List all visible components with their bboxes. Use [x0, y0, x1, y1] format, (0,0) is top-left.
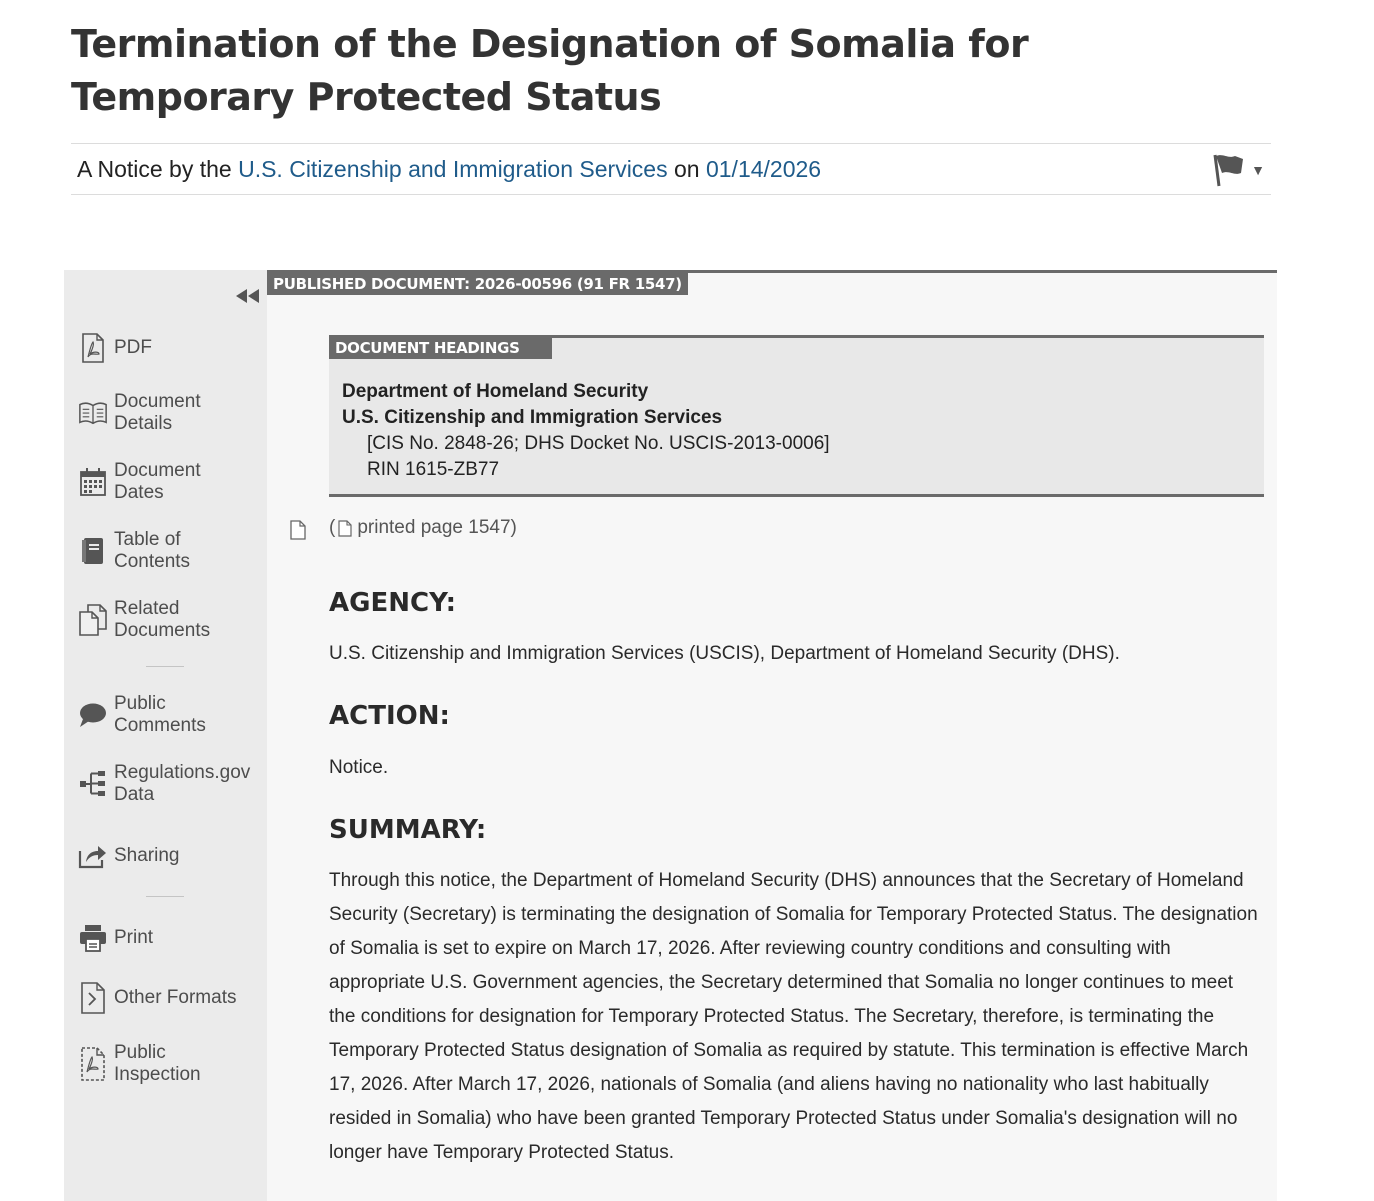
sidebar-item-label: Other Formats: [114, 987, 237, 1008]
printed-page-label: printed page 1547): [357, 517, 517, 538]
sidebar-divider: [146, 666, 184, 667]
sidebar-item-print[interactable]: [78, 922, 266, 954]
sidebar-item-label: Public Comments: [114, 693, 206, 736]
sidebar-item-label: Print: [114, 927, 154, 948]
double-chevron-left-icon: [235, 288, 261, 304]
comment-icon: [78, 699, 108, 731]
agency-link[interactable]: U.S. Citizenship and Immigration Services: [238, 156, 668, 182]
sidebar-item-public-inspection[interactable]: [78, 1042, 266, 1086]
agency-text: U.S. Citizenship and Immigration Services (USCIS), Department of Homeland Security (DHS).: [329, 643, 1120, 664]
other-formats-icon: [78, 982, 108, 1014]
sidebar-item-document-details[interactable]: [78, 391, 266, 435]
sidebar-item-label: Regulations.gov Data: [114, 762, 251, 805]
collapse-sidebar-button[interactable]: [235, 288, 261, 304]
sidebar: [64, 270, 267, 1201]
chevron-down-icon: ▼: [1251, 162, 1265, 178]
sidebar-item-label: PDF: [114, 337, 152, 358]
sidebar-item-table-of-contents[interactable]: [78, 529, 266, 573]
sidebar-item-public-comments[interactable]: [78, 693, 266, 737]
heading-agency: U.S. Citizenship and Immigration Services: [342, 407, 723, 428]
action-text: Notice.: [329, 757, 389, 778]
page-icon[interactable]: [290, 520, 306, 545]
sidebar-item-sharing[interactable]: [78, 840, 266, 872]
document-content: [267, 270, 1277, 1201]
public-inspection-icon: [78, 1048, 108, 1080]
pdf-icon: [78, 332, 108, 364]
heading-department: Department of Homeland Security: [342, 381, 649, 402]
sidebar-item-label: Document Dates: [114, 460, 201, 503]
summary-heading: SUMMARY:: [329, 815, 487, 845]
published-document-tab: PUBLISHED DOCUMENT: 2026-00596 (91 FR 1547): [267, 273, 688, 295]
agency-heading: AGENCY:: [329, 588, 457, 618]
sidebar-item-label: Sharing: [114, 845, 180, 866]
document-headings-tab: DOCUMENT HEADINGS: [329, 338, 552, 359]
share-icon: [78, 840, 108, 872]
toc-icon: [78, 535, 108, 567]
heading-rin: RIN 1615-ZB77: [367, 459, 500, 480]
sidebar-item-label: Related Documents: [114, 598, 211, 641]
printed-page-open: (: [329, 517, 336, 538]
byline-prefix: A Notice by the: [77, 156, 232, 182]
related-documents-icon: [78, 604, 108, 636]
print-icon: [78, 922, 108, 954]
document-headings: [329, 335, 1264, 497]
printed-page-marker[interactable]: [329, 517, 517, 539]
book-icon: [78, 397, 108, 429]
page-icon: [338, 520, 352, 537]
sidebar-item-document-dates[interactable]: [78, 460, 266, 504]
heading-docket: [CIS No. 2848-26; DHS Docket No. USCIS-2013-0006]: [367, 433, 830, 454]
sidebar-item-related-documents[interactable]: [78, 598, 266, 642]
sidebar-item-pdf[interactable]: [78, 332, 266, 364]
date-link[interactable]: 01/14/2026: [705, 156, 822, 182]
sidebar-item-other-formats[interactable]: [78, 982, 266, 1014]
sidebar-item-label: Document Details: [114, 391, 201, 434]
byline-on: on: [673, 156, 700, 182]
sidebar-divider: [146, 896, 184, 897]
flag-menu-button[interactable]: [1211, 154, 1265, 186]
action-heading: ACTION:: [329, 701, 450, 731]
calendar-icon: [78, 466, 108, 498]
summary-text: Through this notice, the Department of Homeland Security (DHS) announces that the Secretary of Homeland Security (Secretary) is terminating the designation of Somalia for Temporary Protected Status. The designation of Somalia is set to expire on March 17, 2026. After reviewing country conditions and consulting with appropriate U.S. Government agencies, the Secretary determined that Somalia no longer continues to meet the conditions for designation for Temporary Protected Status. The Secretary, therefore, is terminating the Temporary Protected Status designation of Somalia as required by statute. This termination is effective March 17, 2026. After March 17, 2026, nationals of Somalia (and aliens having no nationality who last habitually resided in Somalia) who have been granted Temporary Protected Status under Somalia's designation will no longer have Temporary Protected Status.: [329, 870, 1258, 1163]
sidebar-item-label: Table of Contents: [114, 529, 191, 572]
flag-icon: [1211, 153, 1247, 187]
sidebar-item-regulations-gov-data[interactable]: [78, 762, 266, 806]
tree-icon: [78, 768, 108, 800]
byline: [71, 143, 1271, 195]
page-title: Termination of the Designation of Somalia for Temporary Protected Status: [71, 22, 1029, 119]
sidebar-item-label: Public Inspection: [114, 1042, 201, 1085]
